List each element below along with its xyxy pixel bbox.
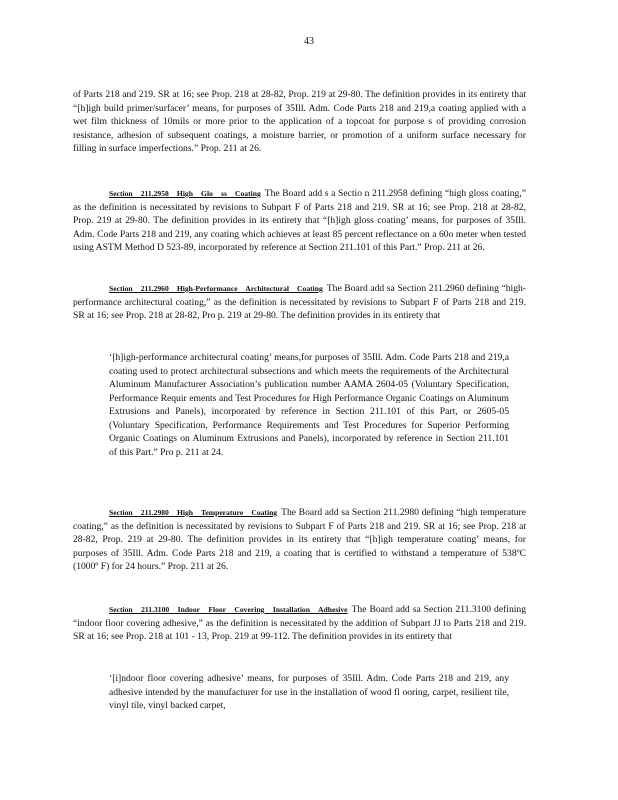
paragraph-high-temperature-coating	[73, 506, 526, 574]
section-heading-211-2960: Section 211.2960 High-Performance Architectural Coating	[109, 284, 323, 293]
section-text-211-2958: The Board add s a Sectio n 211.2958 defining “high gloss coating,” as the definition is necessitated by revisions to Subpart F of Parts 218 and 219. SR at 16; see Prop. 218 at 28-82, Prop. 219 at 29-80. The definition provides in its entirety that “[h]igh gloss coating’ means, for purposes of 35Ill. Adm. Code Parts 218 and 219, any coating which achieves at least 85 percent reflectance on a 60o meter when tested using ASTM Method D 523-89, incorporated by reference at Section 211.101 of this Part.” Prop. 211 at 26.	[73, 188, 527, 253]
page-number: 43	[304, 36, 314, 47]
paragraph-high-gloss-coating	[73, 187, 526, 255]
section-text-211-2960: The Board add sa Section 211.2960 defining “high-performance architectural coating,” as the definition is necessitated by revisions to Subpart F of Parts 218 and 219. SR at 16; see Prop. 218 at 28-82, Pro p. 219 at 29-80. The definition provides in its entirety that	[73, 283, 526, 321]
section-heading-211-2980: Section 211.2980 High Temperature Coating	[109, 508, 278, 517]
paragraph-indoor-floor-covering	[73, 603, 526, 644]
section-text-211-2980: The Board add sa Section 211.2980 defining “high temperature coating,” as the definition is necessitated by revisions to Subpart F of Parts 218 and 219. SR at 16; see Prop. 218 at 28-82, Prop. 219 at 29-80. The definition provides in its entirety that “[h]igh temperature coating’ means, for purposes of 35Ill. Adm. Code Parts 218 and 219, a coating that is certified to withstand a temperature of 538ºC (1000º F) for 24 hours.” Prop. 211 at 26.	[73, 507, 527, 572]
section-text-211-3100: The Board add sa Section 211.3100 defining “indoor floor covering adhesive,” as the definition is necessitated by the addition of Subpart JJ to Parts 218 and 219. SR at 16; see Prop. 218 at 101 - 13, Prop. 219 at 99-112. The definition provides in its entirety that	[73, 604, 527, 642]
section-heading-211-2958: Section 211.2958 High Glo ss Coating	[109, 189, 261, 198]
section-heading-211-3100: Section 211.3100 Indoor Floor Covering Installation Adhesive	[109, 605, 348, 614]
quote-indoor-floor-covering-definition: ‘[i]ndoor floor covering adhesive’ means, for purposes of 35Ill. Adm. Code Parts 218 and 219, any adhesive intended by the manufacturer for use in the installation of wood fl ooring, carpet, resilient tile, vinyl tile, vinyl backed carpet,	[109, 673, 509, 711]
quote-high-performance-definition: ‘[h]igh-performance architectural coating’ means,for purposes of 35Ill. Adm. Code Parts 218 and 219,a coating used to protect architectural subsections and which meets the requirements of the Architectural Aluminum Manufacturer Association’s publication number AAMA 2604-05 (Voluntary Specification, Performance Requir ements and Test Procedures for High Performance Organic Coatings on Aluminum Extrusions and Panels), incorporated by reference in Section 211.101 of this Part, or 2605-05 (Voluntary Specification, Performance Requirements and Test Procedures for Superior Performing Organic Coatings on Aluminum Extrusions and Panels), incorporated by reference in Section 211.101 of this Part.” Pro p. 211 at 24.	[109, 352, 509, 458]
paragraph-high-build-primer: of Parts 218 and 219. SR at 16; see Prop. 218 at 28-82, Prop. 219 at 29-80. The definition provides in its entirety that “[h]igh build primer/surfacer’ means, for purposes of 35Ill. Adm. Code Parts 218 and 219,a coating applied with a wet film thickness of 10mils or more prior to the application of a topcoat for purpose s of providing corrosion resistance, adhesion of subsequent coatings, a moisture barrier, or promotion of a uniform surface necessary for filling in surface imperfections.” Prop. 211 at 26.	[73, 89, 526, 154]
paragraph-high-performance-coating	[73, 282, 526, 323]
